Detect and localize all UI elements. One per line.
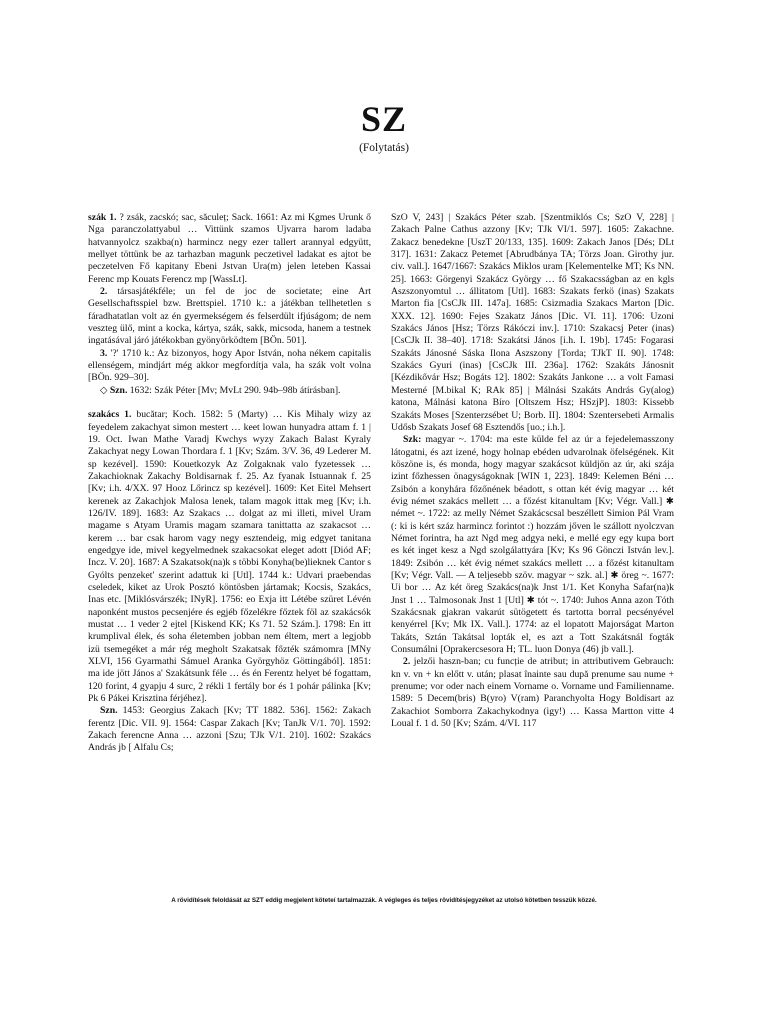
right-text-column — [391, 212, 674, 730]
entry-text: SzO V, 243] | Szakács Péter szab. [Szentmiklós Cs; SzO V, 228] | Zakach Palne Cathus azzony [Kv; TJk VI/1. 597]. 1605: Zakachne. Zakacz benedekne [UszT 20/133, 135]. 1609: Zakach Janos [Dés; DLt 317]. 1631: Zakacz Petemet [Abrudbánya TA; Törzs Joan. Girothy jur. civ. vall.]. 1647/1667: Szakács Miklos uram [Kelementelke MT; Ks NN. 25]. 1663: Görgenyi Szakácz György … fő Szakacsságban az en kgls Aszszonyomtul … állitatom [Utl]. 1683: Szakats ferkö (inas) Szakats Marton fia [CsCJk III. 147a]. 1685: Csizmadia Szakacs Marton [Dic. XXX. 12]. 1690: Fejes Szakatz János [Dic. VI. 11]. 1706: Uzoni Szakács János [Hsz; Törzs Rákóczi inv.]. 1710: Szakacsj Peter (inas) [CsCJk II. 38–40]. 1718: Szakátsi János [i.h. I. 19b]. 1745: Fogarasi Szakáts Jánosné Sáska Ilona Aszszony [Torda; TJkT II. 90]. 1748: Szakács Gyuri (inas) [CsCJk III. 236a]. 1762: Szakáts Jánosnit [Kézdikővár Hsz; Bogáts 12]. 1802: Szakáts Jankone … a volt Famasi Mesterné [M.bikal K; RAk 85] | Málnási Szakáts András Gy(alog) katona, Málnási katona Bíro [Oltszem Hsz; HSzjP]. 1803: Kissebb Szakáts Moses [Szenterzsébet U; Borb. II]. 1804: Szentersebeti Armalis Udősb Szakats Josef 68 Esztendős [uo.; i.h.]. — [391, 212, 674, 433]
dictionary-paragraph — [391, 434, 674, 656]
dictionary-paragraph — [88, 212, 371, 286]
entry-text: bucătar; Koch. 1582: 5 (Marty) … Kis Mihaly wizy az feyedelem zakachyat simon mestert … keet lowan hunyadra attam f. 1 | 19. Oct. Iwan Mathe Varadj Kwchys wyzy Zakach Balast Kyraly Zakachyat negy Lowan Thordara f. 1 [Kv; Szám. 3/V. 36, 49 Lederer M. sp kezével]. 1590: Kouetkozyk Az Zolgaknak valo fyzetessek … Zakachioknak Zakachy Boldisarnak f. 25. Az fyanak Istuannak f. 25 [Kv; i.h. 4/XX. 97 Hooz Lőrincz sp kezével]. 1609: Ket Eitel Mehsert kerenek az Zakachjok Malosa lenek, talam magok ittak meg [Kv; i.h. 126/IV. 189]. 1683: Az Szakacs … dolgat az mi illeti, mivel Uram magame s Atyam Uramis magam szamara tanittatta az szakacsot … kerem … bar csak harom vagy negy esztendeig, mig edgyet tanitana engedgye ide, mivel kegyelmednek szakacsokat eleget adott [Diód AF; Incz. V. 20]. 1687: A Szakatsok(na)k s többi Konyha(be)lieknek Cantor s Gyólts penzeket' szerint adattuk ki [Utl]. 1744 k.: Udvari praebendas cseledek, kiket az Urok Posztó köntösben jártamak; Kocsis, Szakács, Inas etc. [Miklósvárszék; INyR]. 1756: eo Exja itt Létébe szüret Lévén naponként mustos pecsenjére és egjéb főzelékre főztek föl az szakácsók mustat … 1 veder 2 ejtel [Kiskend KK; Ks 71. 52 Szám.]. 1798: En itt krumplival élek, és soha életemben jobban nem éltem, mert a legjobb izü tsemegéket a már rég megholt Szakatsak főzték számomra [MNy XLVI, 156 Gyarmathi Sámuel Aranka Györgyhöz Göttingából]. 1851: ma ide jött János a' Szakátsunk féle … és én Ferentz helyet bé fogattam, 120 forint, 4 gyapju 4 surc, 2 rékli 1 fertály bor és 1 pohár pálinka [Kv; Pk 6 Pákei Krisztina férjéhez]. — [88, 409, 371, 705]
entry-headword: ◇ Szn. — [100, 384, 128, 396]
entry-headword: szák 1. — [88, 212, 117, 223]
entry-text: társasjátékféle; un fel de joc de societate; eine Art Gesellschaftsspiel bzw. Brettspiel. 1710 k.: a játékban tellhetetlen s fáradhatatlan volt az én gyermekségem és felserdült ifjúságom; de nem veszteg ülő, mint a kocka, kártya, szák, sakk, micsoda, hanem a testnek ingatásával járó játékokban gyönyörködtem [BÖn. 501]. — [88, 286, 371, 347]
entry-headword: 2. — [100, 286, 108, 298]
entry-text: 1453: Georgius Zakach [Kv; TT 1882. 536]. 1562: Zakach ferentz [Dic. VII. 9]. 1564: Caspar Zakach [Kv; TanJk V/1. 70]. 1592: Zakach ferencne Anna … azzoni [Szu; TJk V/1. 210]. 1602: Szakács András jb [ Alfalu Cs; — [88, 705, 371, 754]
left-text-column — [88, 212, 371, 755]
dictionary-paragraph — [88, 705, 371, 754]
entry-headword: Szk: — [403, 434, 422, 446]
entry-text: '?' 1710 k.: Az bizonyos, hogy Apor István, noha nékem capitalis ellenségem, mindjárt még akkor megfordítja vala, ha szák volt volna [BÖn. 929–30]. — [88, 347, 371, 384]
dictionary-paragraph — [391, 656, 674, 730]
dictionary-paragraph — [88, 348, 371, 385]
entry-text: magyar ~. 1704: ma este külde fel az úr a fejedelemasszony látogatni, és azt izené, hogy holnap ebéden udvarolnak öfelségének. Kit köszöne is, és monda, hogy magyar szakácsot küldjön az úr, aki szája izint főzhessen önagyságoknak [WIN 1, 223]. 1849: Kelemen Béni … Zsibón a konyhára főzőnének béadott, s ottan két évig magyar … két évig német szakács mellett … a főzést kitanultam [Kv; Végr. Vall.] ✱ német ~. 1722: az melly Német Szakácscsal beszéllett Simion Pál Vram (: ki is kért száz harmincz forintot :) hozzám jőven le szállott nyolczvan Német forintra, ha azt Ngd meg adgya neki, e mellé egy egy kupa bort es két inget kesz a Ngd szolgálattyára [Kv; Ks 96 Gönczi István lev.]. 1849: Zsibón … két évig német szakács mellett … a főzést kitanultam [Kv; Végr. Vall. — A teljesebb szöv. magyar ~ szk. al.] ✱ öreg ~. 1677: Ui bor … Az két öreg Szakács(na)k Jnst 1/1. Ket Konyha Safar(na)k Jnst 1 … Talmosonak Jnst 1 [Utl] ✱ tót ~. 1740: Juhos Anna azon Tóth Szakácsnak gjakran vakarút sütögetett és tartotta borral pecsényével kenyérrel [Kv; Mk IX. Vall.]. 1774: az el lopatott Majorságat Marton Takáts, Sztán Takátsal lopták el, es azt a Tott Szakátsnál fogták Consumálni [Oprakercsesora H; TL. luon Donya (46) jb vall.]. — [391, 434, 674, 656]
dictionary-paragraph — [391, 212, 674, 434]
page-subtitle: (Folytatás) — [359, 142, 409, 154]
dictionary-paragraph — [88, 409, 371, 705]
entry-headword: 3. — [100, 347, 108, 359]
entry-headword: 2. — [403, 656, 411, 668]
page-title: SZ — [360, 99, 408, 139]
footnote: A rövidítések feloldását az SZT eddig megjelent köteteí tartalmazzák. A végleges és teljes rövidítésjegyzéket az utolsó kötetben tesszük közzé. — [171, 897, 597, 904]
entry-headword: szakács 1. — [88, 409, 132, 421]
entry-headword: Szn. — [100, 705, 118, 717]
dictionary-paragraph — [88, 385, 371, 397]
dictionary-paragraph — [88, 286, 371, 348]
entry-text: jelzői haszn-ban; cu funcție de atribut; in attributivem Gebrauch: kn v. vn + kn előtt v. után; plasat înainte sau după prenume sau nume + prenume; vor oder nach einem Vorname o. Vorname und Familienname. 1589: 5 Decem(bris) B(yro) V(ram) Paranchyolta Hogy Boldisart az Zakachiot Somborra Zakachykodnya (igy!) … Kassa Martton vitte 4 Loual f. 1 d. 50 [Kv; Szám. 4/VI. 117 — [391, 656, 674, 730]
entry-text: ? zsák, zacskó; sac, săculeț; Sack. 1661: Az mi Kgmes Urunk ő Nga paranczolattyabul … Vittünk szamos Ujvarra harom ladaba hatvannyolcz szakba(n) harmincz negy ezer tallert arannyal edgyütt, mellyet töttünk be az tarhazban magunk peczetivel ladakat es ajtot be peczetelven Fő kapitany Ebeni Jstvan Ura(m) jelen leteben Kassai Ferenc mp Kouats Ferencz mp [WassLt]. — [88, 212, 371, 285]
entry-text: 1632: Szák Péter [Mv; MvLt 290. 94b–98b átírásban]. — [127, 384, 341, 396]
